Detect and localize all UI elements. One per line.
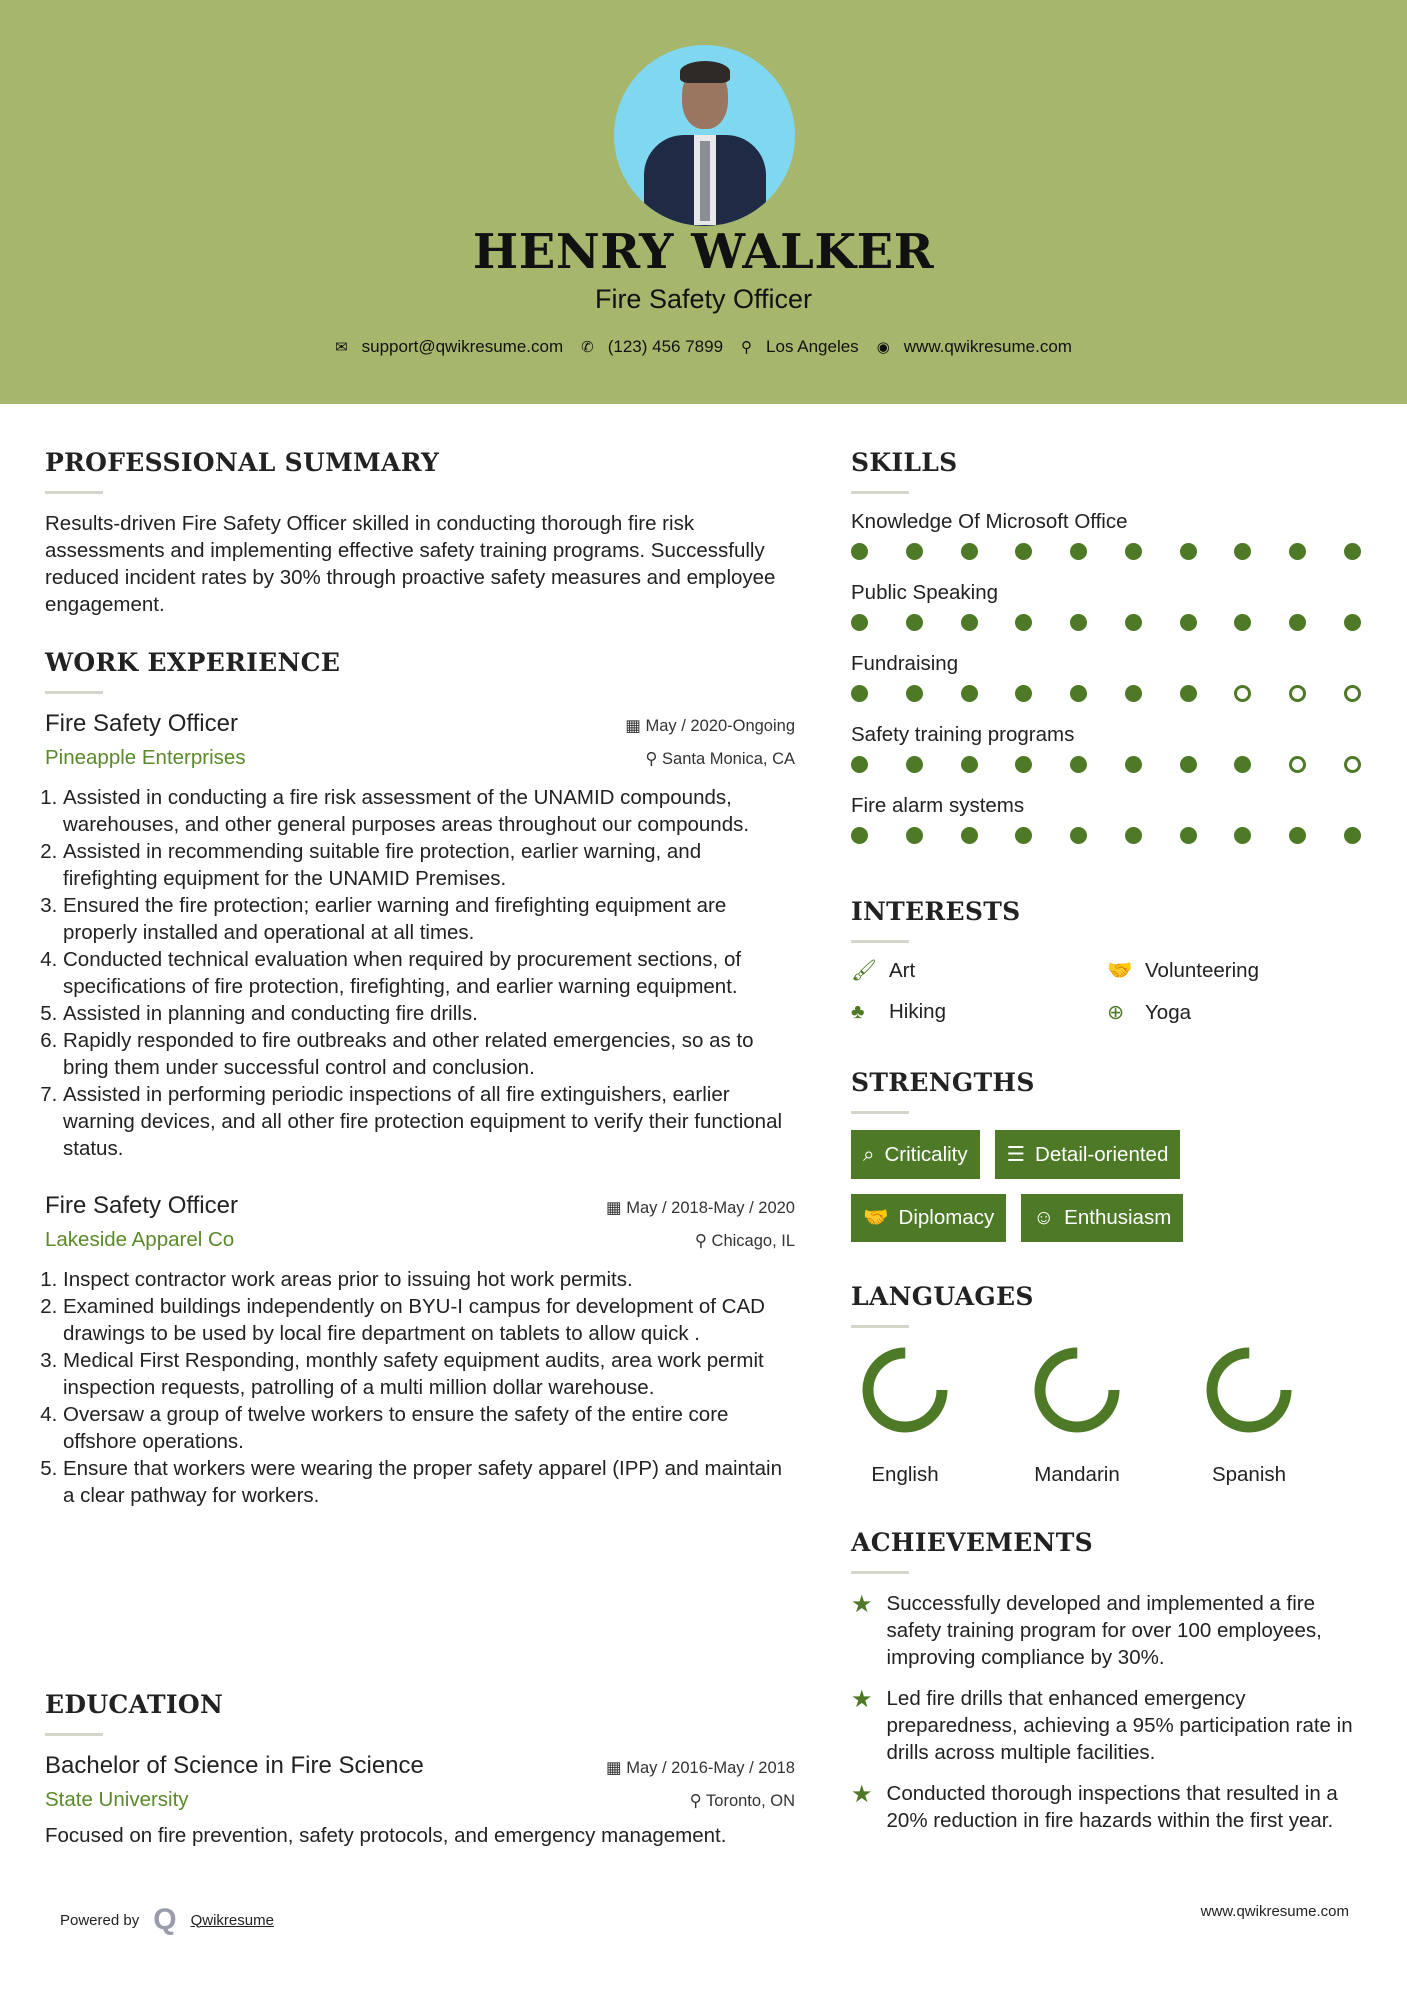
rating-dot — [1289, 827, 1306, 844]
job-bullet: 2. Examined buildings independently on BYU-I campus for development of CAD drawings to be used by local fire department on tablets to allow quick . — [63, 1293, 795, 1347]
globe-icon: ◉ — [876, 339, 890, 356]
rating-dot — [906, 685, 923, 702]
job-bullet: 3. Ensured the fire protection; earlier warning and firefighting equipment are properly installed and operational at all times. — [63, 892, 795, 946]
rating-dot — [961, 827, 978, 844]
experience-section — [45, 648, 795, 1539]
skills-section — [851, 448, 1371, 865]
skill-name: Safety training programs — [851, 723, 1075, 746]
rating-dot — [961, 543, 978, 560]
rating-dot — [1015, 756, 1032, 773]
job-date: May / 2020-Ongoing — [645, 717, 795, 735]
star-icon: ★ — [851, 1591, 873, 1618]
edu-description: Focused on fire prevention, safety protocols, and emergency management. — [45, 1824, 727, 1847]
rating-dot — [1015, 614, 1032, 631]
language-level-arc — [868, 1353, 942, 1427]
job-title: Fire Safety Officer — [45, 1192, 238, 1219]
rating-dot — [1125, 614, 1142, 631]
email-link[interactable]: support@qwikresume.com — [361, 337, 564, 356]
strength-label: Enthusiasm — [1064, 1206, 1172, 1229]
section-heading: WORK EXPERIENCE — [45, 648, 341, 677]
rating-dot — [961, 756, 978, 773]
rating-dot — [1344, 614, 1361, 631]
smile-icon: ☺ — [1033, 1206, 1055, 1229]
rating-dot — [1070, 827, 1087, 844]
strength-tag — [1021, 1194, 1183, 1242]
language-level-ring — [859, 1344, 951, 1436]
strength-label: Diplomacy — [898, 1206, 995, 1229]
star-icon: ★ — [851, 1781, 873, 1808]
interest-item — [1107, 1000, 1307, 1025]
language-item — [1203, 1344, 1295, 1487]
summary-text: Results-driven Fire Safety Officer skilled in conducting thorough fire risk assessments and implementing effective safety training programs. Successfully reduced incident rates by 30% through proactive safety measures and employee engagement. — [45, 512, 776, 616]
job-bullet: 4. Oversaw a group of twelve workers to ensure the safety of the entire core offshore operations. — [63, 1401, 795, 1455]
rating-dot — [1234, 685, 1251, 702]
job-location: Chicago, IL — [711, 1232, 795, 1250]
paintbrush-icon: 🖌 — [851, 959, 878, 982]
achievements-section — [851, 1528, 1371, 1848]
rating-dot — [1070, 685, 1087, 702]
contact-bar — [0, 337, 1407, 357]
resume-header — [0, 0, 1407, 404]
section-heading: LANGUAGES — [851, 1282, 1034, 1311]
rating-dot — [1070, 756, 1087, 773]
rating-dot — [851, 614, 868, 631]
rating-dot — [1180, 685, 1197, 702]
rating-dot — [1289, 543, 1306, 560]
company-name: Pineapple Enterprises — [45, 746, 246, 769]
section-heading: INTERESTS — [851, 897, 1021, 926]
skill-name: Fire alarm systems — [851, 794, 1025, 817]
strengths-section — [851, 1068, 1371, 1242]
envelope-icon: ✉ — [335, 339, 348, 356]
interests-section — [851, 897, 1371, 1025]
section-heading: SKILLS — [851, 448, 958, 477]
candidate-title: Fire Safety Officer — [594, 284, 813, 314]
phone-icon: ✆ — [581, 339, 594, 356]
heading-divider — [851, 1111, 909, 1114]
strength-tag — [851, 1194, 1006, 1242]
school-name: State University — [45, 1788, 189, 1811]
rating-dot — [906, 543, 923, 560]
interest-label: Volunteering — [1145, 959, 1259, 982]
achievement-text: Led fire drills that enhanced emergency preparedness, achieving a 95% participation rate in drills across multiple facilities. — [886, 1687, 1353, 1764]
heading-divider — [851, 491, 909, 494]
handshake-icon: 🤝 — [1107, 959, 1133, 982]
education-section — [45, 1690, 795, 1849]
summary-section — [45, 448, 795, 618]
interest-label: Hiking — [889, 1000, 946, 1023]
language-item — [1031, 1344, 1123, 1487]
language-label: English — [871, 1463, 939, 1486]
job-bullet: 7. Assisted in performing periodic inspections of all fire extinguishers, earlier warning devices, and all other fire protection equipment to verify their functional status. — [63, 1081, 795, 1162]
strength-tag — [851, 1130, 980, 1179]
achievement-text: Conducted thorough inspections that resulted in a 20% reduction in fire hazards within the first year. — [886, 1782, 1338, 1832]
section-heading: PROFESSIONAL SUMMARY — [45, 448, 440, 477]
language-label: Spanish — [1211, 1463, 1287, 1486]
rating-dot — [906, 614, 923, 631]
strength-label: Detail-oriented — [1035, 1142, 1169, 1166]
qwikresume-logo-icon: Q — [153, 1903, 177, 1936]
rating-dot — [1070, 614, 1087, 631]
rating-dot — [961, 614, 978, 631]
degree-title: Bachelor of Science in Fire Science — [45, 1752, 424, 1779]
language-level-ring — [1203, 1344, 1295, 1436]
rating-dot — [1234, 756, 1251, 773]
rating-dot — [1344, 685, 1361, 702]
rating-dot — [1125, 685, 1142, 702]
calendar-icon: ▦ — [625, 717, 646, 735]
list-icon: ☰ — [1006, 1143, 1026, 1166]
pin-icon: ⚲ — [645, 750, 663, 768]
candidate-name: HENRY WALKER — [472, 224, 935, 280]
strength-tag — [995, 1130, 1181, 1179]
language-level-arc — [1212, 1353, 1286, 1427]
job-bullet: 2. Assisted in recommending suitable fire protection, earlier warning, and firefighting equipment for the UNAMID Premises. — [63, 838, 795, 892]
job-entry — [45, 710, 795, 1162]
heading-divider — [851, 1325, 909, 1328]
powered-by-label: Powered by — [60, 1911, 140, 1929]
phone-text: (123) 456 7899 — [607, 337, 724, 356]
website-link[interactable]: www.qwikresume.com — [903, 337, 1072, 356]
lifering-icon: ⊕ — [1107, 1001, 1125, 1024]
tree-icon: ♣ — [851, 1000, 865, 1023]
skill-rating — [851, 614, 1361, 631]
job-bullet: 6. Rapidly responded to fire outbreaks and other related emergencies, so as to bring them under successful control and conclusion. — [63, 1027, 795, 1081]
heading-divider — [851, 940, 909, 943]
rating-dot — [1234, 543, 1251, 560]
achievement-text: Successfully developed and implemented a fire safety training program for over 100 employees, improving compliance by 30%. — [886, 1592, 1322, 1669]
achievement-item — [851, 1780, 1371, 1834]
rating-dot — [1070, 543, 1087, 560]
skill-name: Fundraising — [851, 652, 959, 675]
rating-dot — [1344, 827, 1361, 844]
job-bullet: 3. Medical First Responding, monthly safety equipment audits, area work permit inspection requests, patrolling of a multi million dollar warehouse. — [63, 1347, 795, 1401]
powered-by — [60, 1903, 274, 1937]
job-bullet: 5. Assisted in planning and conducting fire drills. — [63, 1000, 795, 1027]
job-bullet: 1. Inspect contractor work areas prior to issuing hot work permits. — [63, 1266, 795, 1293]
interest-item — [851, 959, 1107, 983]
map-pin-icon: ⚲ — [741, 339, 753, 356]
qwikresume-link[interactable]: Qwikresume — [190, 1911, 274, 1929]
language-level-ring — [1031, 1344, 1123, 1436]
rating-dot — [1180, 827, 1197, 844]
rating-dot — [1344, 543, 1361, 560]
rating-dot — [1015, 543, 1032, 560]
rating-dot — [851, 543, 868, 560]
rating-dot — [1289, 756, 1306, 773]
rating-dot — [1015, 685, 1032, 702]
interest-item — [851, 1000, 1107, 1025]
heading-divider — [851, 1571, 909, 1574]
rating-dot — [906, 827, 923, 844]
job-location: Santa Monica, CA — [662, 750, 795, 768]
skill-rating — [851, 685, 1361, 702]
rating-dot — [851, 756, 868, 773]
rating-dot — [1180, 614, 1197, 631]
edu-location: Toronto, ON — [706, 1792, 795, 1810]
rating-dot — [1125, 827, 1142, 844]
section-heading: EDUCATION — [45, 1690, 224, 1719]
company-name: Lakeside Apparel Co — [45, 1228, 235, 1251]
rating-dot — [1234, 827, 1251, 844]
skill-name: Knowledge Of Microsoft Office — [851, 510, 1128, 533]
rating-dot — [851, 827, 868, 844]
calendar-icon: ▦ — [606, 1759, 627, 1777]
rating-dot — [851, 685, 868, 702]
section-heading: STRENGTHS — [851, 1068, 1035, 1097]
rating-dot — [1344, 756, 1361, 773]
skill-name: Public Speaking — [851, 581, 999, 604]
skill-rating — [851, 543, 1361, 560]
achievement-item — [851, 1590, 1371, 1671]
pin-icon: ⚲ — [689, 1792, 707, 1810]
rating-dot — [1125, 543, 1142, 560]
rating-dot — [906, 756, 923, 773]
job-date: May / 2018-May / 2020 — [626, 1199, 795, 1217]
rating-dot — [961, 685, 978, 702]
heading-divider — [45, 1733, 103, 1736]
rating-dot — [1125, 756, 1142, 773]
rating-dot — [1289, 685, 1306, 702]
job-entry — [45, 1192, 795, 1509]
star-icon: ★ — [851, 1686, 873, 1713]
rating-dot — [1180, 756, 1197, 773]
heading-divider — [45, 491, 103, 494]
profile-photo — [614, 45, 795, 226]
section-heading: ACHIEVEMENTS — [851, 1528, 1093, 1557]
calendar-icon: ▦ — [606, 1199, 627, 1217]
rating-dot — [1234, 614, 1251, 631]
rating-dot — [1015, 827, 1032, 844]
search-icon: ⌕ — [863, 1142, 875, 1166]
job-bullet: 1. Assisted in conducting a fire risk assessment of the UNAMID compounds, warehouses, and other general purposes areas throughout our compounds. — [63, 784, 795, 838]
rating-dot — [1180, 543, 1197, 560]
skill-rating — [851, 756, 1361, 773]
language-level-arc — [1040, 1353, 1114, 1427]
skill-rating — [851, 827, 1361, 844]
heading-divider — [45, 691, 103, 694]
interest-label: Yoga — [1145, 1001, 1191, 1024]
interest-item — [1107, 959, 1307, 983]
strength-label: Criticality — [884, 1142, 968, 1166]
interest-label: Art — [889, 959, 916, 982]
edu-date: May / 2016-May / 2018 — [626, 1759, 795, 1777]
handshake-icon: 🤝 — [863, 1206, 889, 1229]
job-bullet: 5. Ensure that workers were wearing the proper safety apparel (IPP) and maintain a clear pathway for workers. — [63, 1455, 795, 1509]
languages-section — [851, 1282, 1371, 1487]
language-label: Mandarin — [1034, 1463, 1120, 1486]
location-text: Los Angeles — [766, 337, 859, 356]
language-item — [859, 1344, 951, 1487]
job-title: Fire Safety Officer — [45, 710, 238, 737]
job-bullet: 4. Conducted technical evaluation when required by procurement sections, of specifications of fire protection, firefighting, and earlier warning equipment. — [63, 946, 795, 1000]
achievement-item — [851, 1685, 1371, 1766]
pin-icon: ⚲ — [694, 1232, 712, 1250]
rating-dot — [1289, 614, 1306, 631]
footer-website[interactable]: www.qwikresume.com — [1200, 1903, 1349, 1920]
